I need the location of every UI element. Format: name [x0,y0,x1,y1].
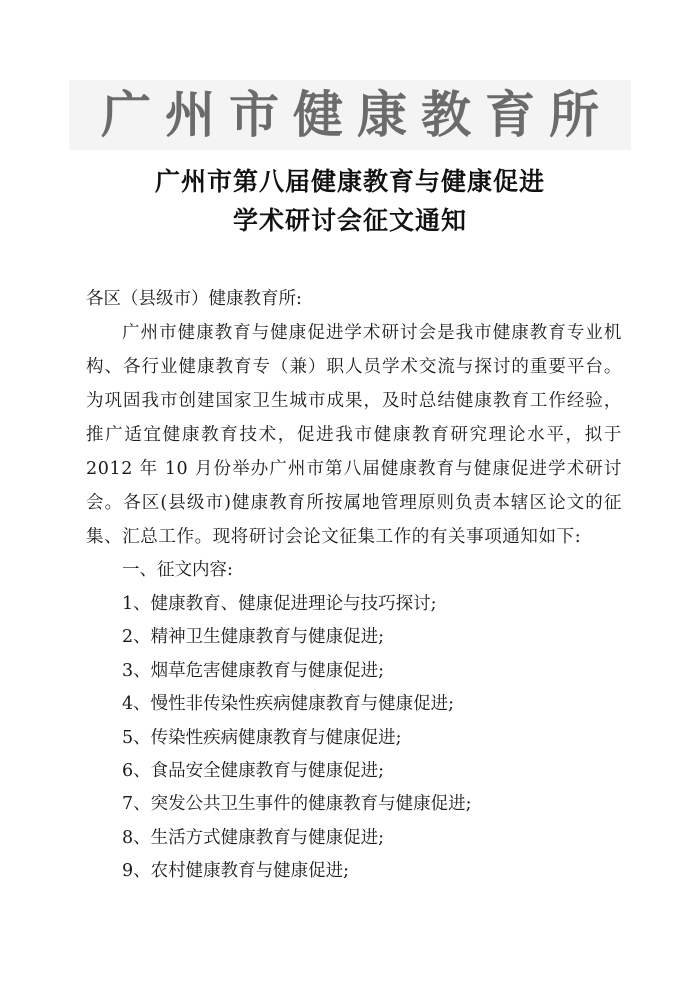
salutation: 各区（县级市）健康教育所: [86,289,302,309]
letterhead-org-name: 广州市健康教育所 [69,80,631,150]
list-item: 9、农村健康教育与健康促进; [122,861,350,882]
notice-title-line1: 广州市第八届健康教育与健康促进 [154,167,545,196]
list-item: 1、健康教育、健康促进理论与技巧探讨; [122,594,437,614]
list-item: 5、传染性疾病健康教育与健康促进; [122,727,402,748]
list-item: 7、突发公共卫生事件的健康教育与健康促进; [122,794,472,815]
list-item: 4、慢性非传染性疾病健康教育与健康促进; [122,694,455,715]
body-paragraph: 广州市健康教育与健康促进学术研讨会是我市健康教育专业机构、各行业健康教育专（兼）职人员学术交流与探讨的重要平台。为巩固我市创建国家卫生城市成果，及时总结健康教育工作经验，推广适宜健康教育技术，促进我市健康教育研究理论水平，拟于 2012 年 10 月份举办广州市第八届健康教育与健康促进学术研讨会。各区(县级市)健康教育所按属地管理原则负责本辖区论文的征集、汇总工作。现将研讨会论文征集工作的有关事项通知如下: [86,323,622,547]
section-heading: 一、征文内容: [122,560,233,580]
letterhead [0,80,700,150]
list-item: 3、烟草危害健康教育与健康促进; [122,660,385,681]
list-item: 6、食品安全健康教育与健康促进; [122,760,385,781]
list-item: 2、精神卫生健康教育与健康促进; [122,627,385,648]
notice-title-line2: 学术研讨会征文通知 [232,206,467,235]
list-item: 8、生活方式健康教育与健康促进; [122,827,385,848]
topic-list [122,587,622,888]
